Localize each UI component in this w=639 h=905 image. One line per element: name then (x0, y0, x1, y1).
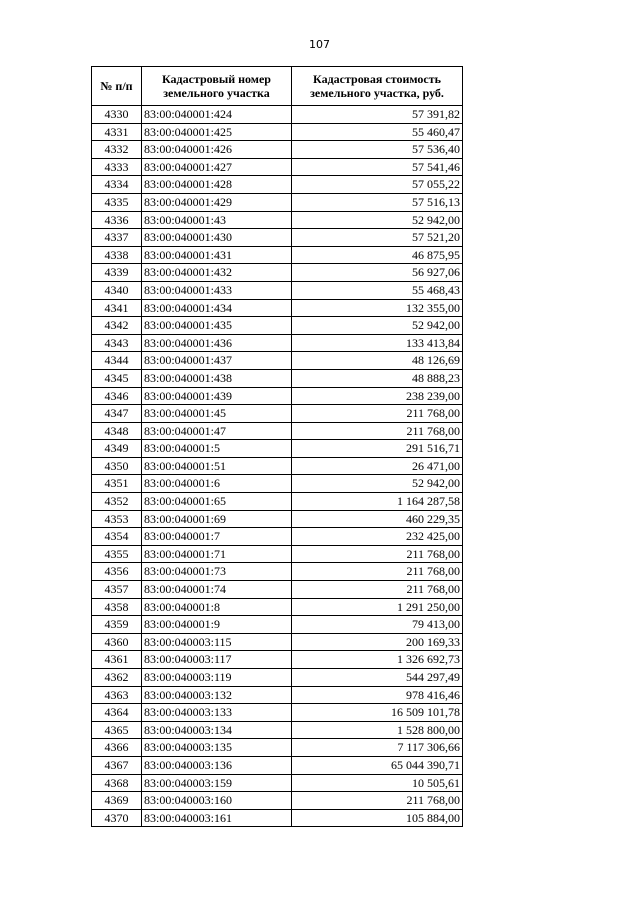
cadastral-cost-cell: 55 468,43 (292, 281, 463, 299)
cadastral-cost-cell: 65 044 390,71 (292, 756, 463, 774)
row-number-cell: 4360 (92, 633, 142, 651)
table-row (92, 281, 463, 299)
row-number-cell: 4334 (92, 176, 142, 194)
cadastral-number-cell: 83:00:040001:439 (142, 387, 292, 405)
cadastral-cost-cell: 211 768,00 (292, 792, 463, 810)
table-row (92, 317, 463, 335)
table-row (92, 422, 463, 440)
cadastral-number-cell: 83:00:040003:119 (142, 669, 292, 687)
header-cadastral-cost: Кадастровая стоимость земельного участка, руб. (292, 67, 463, 106)
table-row (92, 211, 463, 229)
table-row (92, 493, 463, 511)
row-number-cell: 4365 (92, 721, 142, 739)
cadastral-number-cell: 83:00:040001:432 (142, 264, 292, 282)
cadastral-cost-cell: 211 768,00 (292, 563, 463, 581)
table-row (92, 669, 463, 687)
cadastral-cost-cell: 133 413,84 (292, 334, 463, 352)
row-number-cell: 4354 (92, 528, 142, 546)
cadastral-number-cell: 83:00:040001:5 (142, 440, 292, 458)
cadastral-cost-cell: 291 516,71 (292, 440, 463, 458)
row-number-cell: 4355 (92, 545, 142, 563)
table-row (92, 756, 463, 774)
row-number-cell: 4370 (92, 809, 142, 827)
row-number-cell: 4353 (92, 510, 142, 528)
row-number-cell: 4333 (92, 158, 142, 176)
cadastral-cost-cell: 1 326 692,73 (292, 651, 463, 669)
cadastral-number-cell: 83:00:040001:69 (142, 510, 292, 528)
cadastral-number-cell: 83:00:040001:434 (142, 299, 292, 317)
header-number: № п/п (92, 67, 142, 106)
row-number-cell: 4358 (92, 598, 142, 616)
table-row (92, 704, 463, 722)
table-row (92, 229, 463, 247)
row-number-cell: 4356 (92, 563, 142, 581)
cadastral-cost-cell: 57 516,13 (292, 193, 463, 211)
cadastral-cost-cell: 57 541,46 (292, 158, 463, 176)
cadastral-cost-cell: 460 229,35 (292, 510, 463, 528)
cadastral-cost-cell: 211 768,00 (292, 545, 463, 563)
row-number-cell: 4368 (92, 774, 142, 792)
table-row (92, 246, 463, 264)
table-row (92, 264, 463, 282)
row-number-cell: 4369 (92, 792, 142, 810)
cadastral-number-cell: 83:00:040003:133 (142, 704, 292, 722)
row-number-cell: 4340 (92, 281, 142, 299)
cadastral-number-cell: 83:00:040001:74 (142, 581, 292, 599)
table-row (92, 686, 463, 704)
cadastral-cost-cell: 132 355,00 (292, 299, 463, 317)
cadastral-cost-cell: 238 239,00 (292, 387, 463, 405)
table-row (92, 106, 463, 124)
row-number-cell: 4349 (92, 440, 142, 458)
table-row (92, 510, 463, 528)
cadastral-number-cell: 83:00:040003:135 (142, 739, 292, 757)
row-number-cell: 4351 (92, 475, 142, 493)
cadastral-number-cell: 83:00:040003:161 (142, 809, 292, 827)
cadastral-number-cell: 83:00:040001:73 (142, 563, 292, 581)
cadastral-cost-cell: 52 942,00 (292, 317, 463, 335)
table-row (92, 193, 463, 211)
cadastral-value-table (91, 66, 463, 827)
table-row (92, 809, 463, 827)
cadastral-number-cell: 83:00:040001:429 (142, 193, 292, 211)
cadastral-cost-cell: 55 460,47 (292, 123, 463, 141)
cadastral-number-cell: 83:00:040001:47 (142, 422, 292, 440)
cadastral-number-cell: 83:00:040001:435 (142, 317, 292, 335)
row-number-cell: 4367 (92, 756, 142, 774)
cadastral-number-cell: 83:00:040003:134 (142, 721, 292, 739)
row-number-cell: 4331 (92, 123, 142, 141)
cadastral-cost-cell: 544 297,49 (292, 669, 463, 687)
cadastral-cost-cell: 46 875,95 (292, 246, 463, 264)
cadastral-number-cell: 83:00:040001:428 (142, 176, 292, 194)
cadastral-cost-cell: 232 425,00 (292, 528, 463, 546)
cadastral-number-cell: 83:00:040003:159 (142, 774, 292, 792)
row-number-cell: 4350 (92, 457, 142, 475)
row-number-cell: 4339 (92, 264, 142, 282)
row-number-cell: 4366 (92, 739, 142, 757)
row-number-cell: 4343 (92, 334, 142, 352)
row-number-cell: 4332 (92, 141, 142, 159)
table-row (92, 369, 463, 387)
table-row (92, 651, 463, 669)
cadastral-cost-cell: 56 927,06 (292, 264, 463, 282)
cadastral-number-cell: 83:00:040001:9 (142, 616, 292, 634)
cadastral-number-cell: 83:00:040001:437 (142, 352, 292, 370)
cadastral-cost-cell: 211 768,00 (292, 405, 463, 423)
cadastral-cost-cell: 48 888,23 (292, 369, 463, 387)
page-number: 107 (309, 38, 330, 51)
cadastral-cost-cell: 211 768,00 (292, 422, 463, 440)
cadastral-cost-cell: 79 413,00 (292, 616, 463, 634)
table-row (92, 457, 463, 475)
cadastral-cost-cell: 52 942,00 (292, 211, 463, 229)
table-row (92, 176, 463, 194)
table-body (92, 106, 463, 827)
row-number-cell: 4361 (92, 651, 142, 669)
cadastral-cost-cell: 10 505,61 (292, 774, 463, 792)
table-row (92, 774, 463, 792)
table-row (92, 616, 463, 634)
row-number-cell: 4335 (92, 193, 142, 211)
cadastral-cost-cell: 57 055,22 (292, 176, 463, 194)
row-number-cell: 4342 (92, 317, 142, 335)
row-number-cell: 4336 (92, 211, 142, 229)
cadastral-number-cell: 83:00:040001:425 (142, 123, 292, 141)
table-row (92, 598, 463, 616)
row-number-cell: 4337 (92, 229, 142, 247)
row-number-cell: 4346 (92, 387, 142, 405)
cadastral-number-cell: 83:00:040001:8 (142, 598, 292, 616)
row-number-cell: 4348 (92, 422, 142, 440)
table-row (92, 528, 463, 546)
cadastral-number-cell: 83:00:040001:424 (142, 106, 292, 124)
table-row (92, 545, 463, 563)
table-row (92, 299, 463, 317)
header-cadastral-number: Кадастровый номер земельного участка (142, 67, 292, 106)
cadastral-number-cell: 83:00:040001:436 (142, 334, 292, 352)
cadastral-number-cell: 83:00:040001:431 (142, 246, 292, 264)
cadastral-number-cell: 83:00:040001:427 (142, 158, 292, 176)
table-row (92, 475, 463, 493)
table-row (92, 792, 463, 810)
row-number-cell: 4330 (92, 106, 142, 124)
table-row (92, 563, 463, 581)
cadastral-number-cell: 83:00:040001:43 (142, 211, 292, 229)
cadastral-cost-cell: 16 509 101,78 (292, 704, 463, 722)
row-number-cell: 4363 (92, 686, 142, 704)
row-number-cell: 4357 (92, 581, 142, 599)
row-number-cell: 4364 (92, 704, 142, 722)
cadastral-cost-cell: 52 942,00 (292, 475, 463, 493)
cadastral-cost-cell: 211 768,00 (292, 581, 463, 599)
cadastral-number-cell: 83:00:040001:65 (142, 493, 292, 511)
cadastral-number-cell: 83:00:040001:71 (142, 545, 292, 563)
cadastral-number-cell: 83:00:040001:45 (142, 405, 292, 423)
cadastral-number-cell: 83:00:040001:51 (142, 457, 292, 475)
cadastral-cost-cell: 1 528 800,00 (292, 721, 463, 739)
table-row (92, 123, 463, 141)
table-header-row (92, 67, 463, 106)
cadastral-cost-cell: 1 164 287,58 (292, 493, 463, 511)
row-number-cell: 4359 (92, 616, 142, 634)
row-number-cell: 4352 (92, 493, 142, 511)
table-row (92, 141, 463, 159)
table-row (92, 739, 463, 757)
row-number-cell: 4347 (92, 405, 142, 423)
row-number-cell: 4338 (92, 246, 142, 264)
row-number-cell: 4345 (92, 369, 142, 387)
table-row (92, 405, 463, 423)
table-row (92, 387, 463, 405)
table-row (92, 158, 463, 176)
cadastral-cost-cell: 1 291 250,00 (292, 598, 463, 616)
cadastral-number-cell: 83:00:040001:6 (142, 475, 292, 493)
table-row (92, 721, 463, 739)
cadastral-number-cell: 83:00:040001:430 (142, 229, 292, 247)
row-number-cell: 4362 (92, 669, 142, 687)
table-row (92, 352, 463, 370)
table-row (92, 440, 463, 458)
cadastral-cost-cell: 57 391,82 (292, 106, 463, 124)
row-number-cell: 4341 (92, 299, 142, 317)
cadastral-cost-cell: 26 471,00 (292, 457, 463, 475)
cadastral-cost-cell: 978 416,46 (292, 686, 463, 704)
table-row (92, 334, 463, 352)
cadastral-cost-cell: 105 884,00 (292, 809, 463, 827)
cadastral-cost-cell: 48 126,69 (292, 352, 463, 370)
cadastral-number-cell: 83:00:040001:438 (142, 369, 292, 387)
row-number-cell: 4344 (92, 352, 142, 370)
cadastral-number-cell: 83:00:040003:136 (142, 756, 292, 774)
cadastral-cost-cell: 200 169,33 (292, 633, 463, 651)
cadastral-cost-cell: 57 536,40 (292, 141, 463, 159)
cadastral-number-cell: 83:00:040003:160 (142, 792, 292, 810)
cadastral-number-cell: 83:00:040003:115 (142, 633, 292, 651)
cadastral-number-cell: 83:00:040003:117 (142, 651, 292, 669)
cadastral-number-cell: 83:00:040001:7 (142, 528, 292, 546)
cadastral-number-cell: 83:00:040001:426 (142, 141, 292, 159)
table-row (92, 581, 463, 599)
cadastral-cost-cell: 57 521,20 (292, 229, 463, 247)
table-row (92, 633, 463, 651)
cadastral-number-cell: 83:00:040003:132 (142, 686, 292, 704)
cadastral-number-cell: 83:00:040001:433 (142, 281, 292, 299)
cadastral-cost-cell: 7 117 306,66 (292, 739, 463, 757)
